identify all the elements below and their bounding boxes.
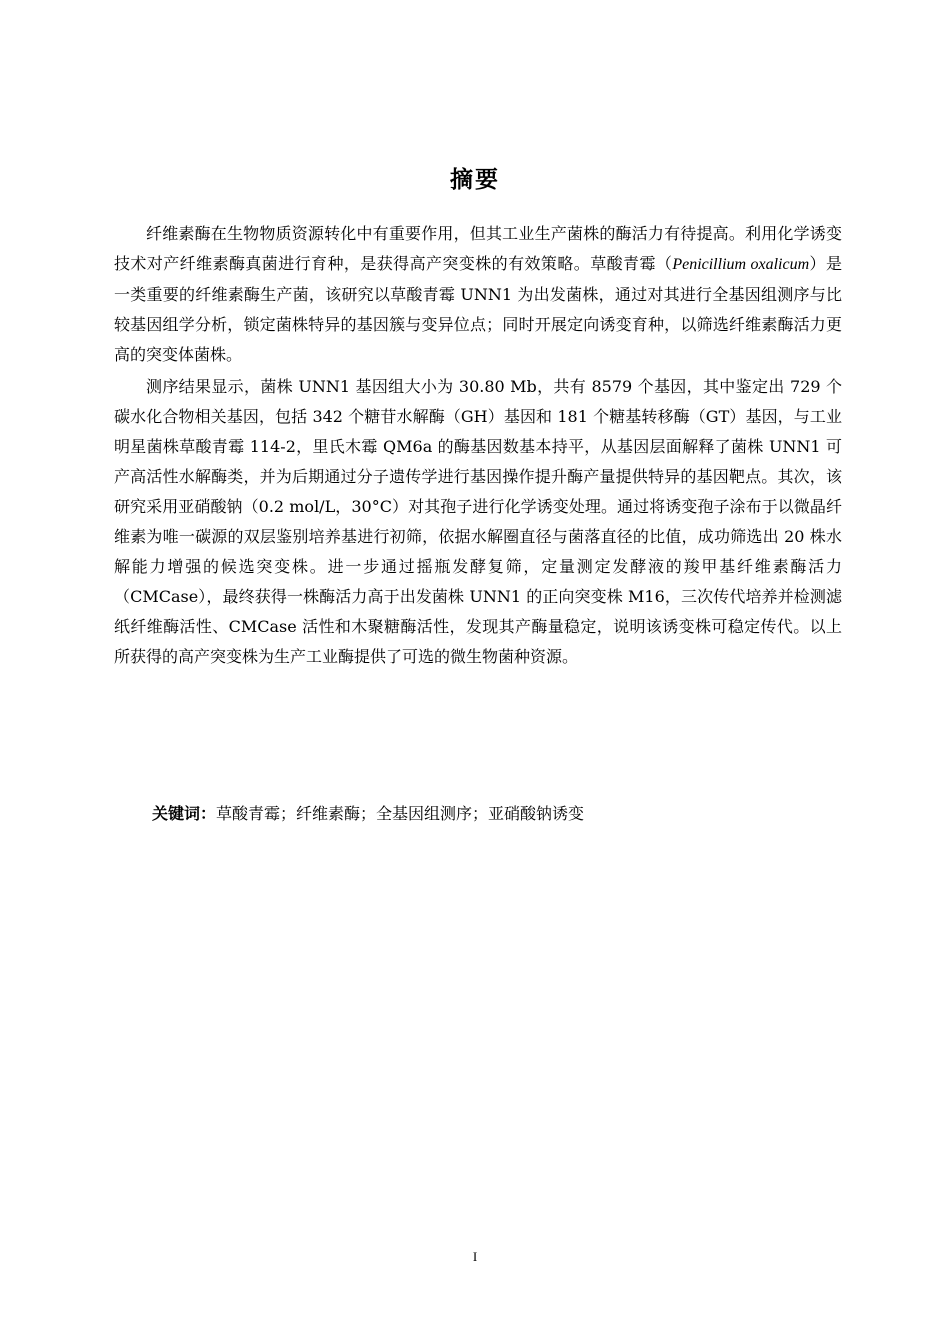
abstract-paragraph-1 (114, 219, 842, 370)
keywords-label: 关键词： (152, 804, 217, 823)
paragraph-1-text-end: ）是一类重要的纤维素酶生产菌，该研究以草酸青霉 UNN1 为出发菌株，通过对其进行全基因组测序与比较基因组学分析，锁定菌株特异的基因簇与变异位点；同时开展定向诱变育种，以筛选纤维素酶活力更高的突变体菌株。 (114, 254, 842, 364)
keywords-list: 草酸青霉；纤维素酶；全基因组测序；亚硝酸钠诱变 (216, 804, 585, 823)
species-name-italic: Penicillium oxalicum (672, 256, 810, 273)
page-title: 摘要 (450, 167, 500, 193)
abstract-body (114, 219, 842, 672)
paragraph-1-text-start: 纤维素酶在生物物质资源转化中有重要作用，但其工业生产菌株的酶活力有待提高。利用化学诱变技术对产纤维素酶真菌进行育种，是获得高产突变株的有效策略。草酸青霉（ (114, 224, 842, 273)
abstract-paragraph-2: 测序结果显示，菌株 UNN1 基因组大小为 30.80 Mb，共有 8579 个基因，其中鉴定出 729 个碳水化合物相关基因，包括 342 个糖苷水解酶（GH）基因和 181 个糖基转移酶（GT）基因，与工业明星菌株草酸青霉 114-2，里氏木霉 QM6a 的酶基因数基本持平，从基因层面解释了菌株 UNN1 可产高活性水解酶类，并为后期通过分子遗传学进行基因操作提升酶产量提供特异的基因靶点。其次，该研究采用亚硝酸钠（0.2 mol/L，30°C）对其孢子进行化学诱变处理。通过将诱变孢子涂布于以微晶纤维素为唯一碳源的双层鉴别培养基进行初筛，依据水解圈直径与菌落直径的比值，成功筛选出 20 株水解能力增强的候选突变株。进一步通过摇瓶发酵复筛，定量测定发酵液的羧甲基纤维素酶活力（CMCase），最终获得一株酶活力高于出发菌株 UNN1 的正向突变株 M16，三次传代培养并检测滤纸纤维酶活性、CMCase 活性和木聚糖酶活性，发现其产酶量稳定，说明该诱变株可稳定传代。以上所获得的高产突变株为生产工业酶提供了可选的微生物菌种资源。 (114, 377, 842, 666)
page-number: I (472, 1249, 478, 1264)
keywords-line (152, 799, 852, 829)
